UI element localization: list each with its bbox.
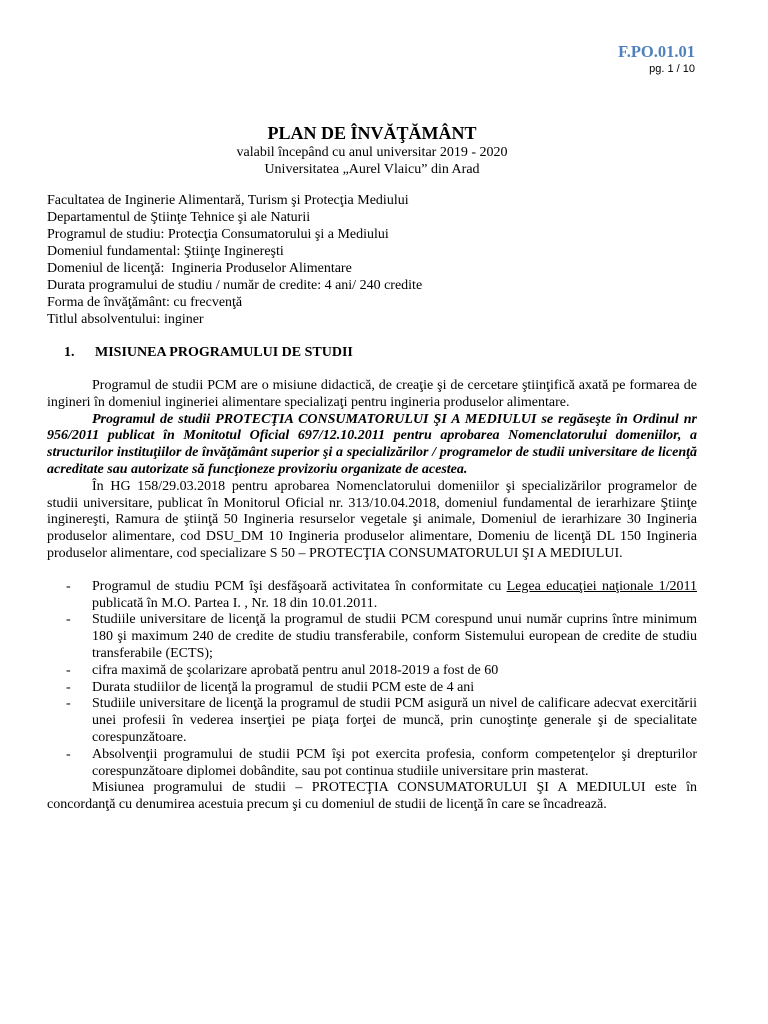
bullet-text-end: publicată în M.O. Partea I. , Nr. 18 din 10.01.2011.	[92, 578, 701, 611]
closing-paragraph: Misiunea programului de studii – PROTECŢIA CONSUMATORULUI ŞI A MEDIULUI este în concordanţă cu denumirea acestuia precum şi cu domeniul de studii de licenţă în care se încadrează.	[47, 780, 697, 813]
bullet-text	[92, 578, 701, 613]
classification-paragraph: În HG 158/29.03.2018 pentru aprobarea Nomenclatorului domeniilor şi specializărilor programelor de studii universitare, publicat în Monitorul Oficial nr. 313/10.04.2018, domeniul fundamental de ierarhizare Ştiinţe inginereşti, Ramura de ştiinţă 50 Ingineria resurselor vegetale şi animale, Domeniul de ierarhizare 30 Ingineria produselor alimentare, cod DSU_DM 10 Ingineria produselor alimentare, Domeniu de licenţă DL 150 Ingineria produselor alimentare, cod specializare S 50 – PROTECŢIA CONSUMATORULUI ŞI A MEDIULUI.	[47, 478, 697, 561]
validity-line: valabil începând cu anul universitar 2019 - 2020	[236, 145, 508, 160]
legal-basis-paragraph: Programul de studii PROTECŢIA CONSUMATORULUI ŞI A MEDIULUI se regăseşte în Ordinul nr 956/2011 publicat în Monitotul Oficial 697/12.10.2011 pentru aprobarea Nomenclatorului domeniilor, a structurilor instituţiilor de învăţământ superior şi a specializărilor / programelor de studii universitare de licenţă acreditate sau autorizate să funcţioneze provizoriu organizate de acestea.	[47, 411, 697, 477]
program-info	[47, 192, 697, 328]
law-reference-link[interactable]: Legea educaţiei naţionale 1/2011	[506, 578, 697, 594]
university-name: Universitatea „Aurel Vlaicu” din Arad	[264, 162, 480, 177]
list-item	[47, 663, 697, 680]
info-education-form: Forma de învăţământ: cu frecvenţă	[47, 295, 243, 310]
info-study-program: Programul de studiu: Protecţia Consumatorului şi a Mediului	[47, 227, 389, 242]
page-number: pg. 1 / 10	[649, 63, 695, 75]
bullet-marker: -	[66, 662, 71, 678]
bullet-marker: -	[66, 696, 71, 712]
document-content	[47, 123, 701, 814]
bullet-text: Studiile universitare de licenţă la programul de studii PCM asigură un nivel de calificare adecvat exercitării unei profesii în vederea inserţiei pe piaţa forţei de muncă, prin cunoştinţe generale şi de specialitate corespunzătoare.	[92, 696, 701, 745]
mission-paragraph: Programul de studii PCM are o misiune didactică, de creaţie şi de cercetare ştiinţifică axată pe formarea de ingineri în domeniul ingineriei alimentare specializaţi pentru ingineria produselor alimentare.	[47, 378, 697, 410]
info-faculty: Facultatea de Inginerie Alimentară, Turism şi Protecţia Mediului	[47, 193, 409, 208]
bullet-text: Studiile universitare de licenţă la programul de studii PCM corespund unui număr cuprins între minimum 180 şi maximum 240 de credite de studiu transferabile, conform Sistemului european de credite de studiu transferabile (ECTS);	[92, 612, 701, 661]
bullet-marker: -	[66, 612, 71, 628]
document-header	[618, 42, 695, 76]
document-title: PLAN DE ÎNVĂŢĂMÂNT	[267, 123, 477, 143]
info-department: Departamentul de Ştiinţe Tehnice şi ale Naturii	[47, 210, 311, 225]
list-item	[47, 578, 701, 613]
bullet-text: Absolvenţii programului de studii PCM îşi pot exercita profesia, conform competenţelor şi drepturilor corespunzătoare diplomei dobândite, sau pot continua studiile universitare prin masterat.	[92, 746, 701, 779]
section-title: MISIUNEA PROGRAMULUI DE STUDII	[95, 345, 353, 360]
bullet-text-start: Programul de studiu PCM îşi desfăşoară activitatea în conformitate cu	[92, 578, 507, 594]
section-heading	[47, 344, 697, 361]
list-item	[47, 680, 697, 697]
form-code: F.PO.01.01	[618, 42, 695, 61]
list-item	[47, 746, 701, 781]
info-graduate-title: Titlul absolventului: inginer	[47, 312, 204, 327]
info-fundamental-domain: Domeniul fundamental: Ştiinţe Inginereşti	[47, 244, 284, 259]
bullet-marker: -	[66, 578, 71, 594]
bullet-text: Durata studiilor de licenţă la programul de studii PCM este de 4 ani	[92, 679, 475, 695]
list-item	[47, 612, 701, 662]
bullet-marker: -	[66, 679, 71, 695]
section-number: 1.	[64, 345, 75, 360]
list-item	[47, 696, 701, 746]
info-duration-credits: Durata programului de studiu / număr de credite: 4 ani/ 240 credite	[47, 278, 423, 293]
bullet-marker: -	[66, 746, 71, 762]
title-block	[47, 123, 697, 178]
info-license-domain: Domeniul de licenţă: Ingineria Produselor Alimentare	[47, 261, 352, 276]
mission-bullet-list	[47, 578, 701, 781]
bullet-text: cifra maximă de şcolarizare aprobată pentru anul 2018-2019 a fost de 60	[92, 662, 499, 678]
